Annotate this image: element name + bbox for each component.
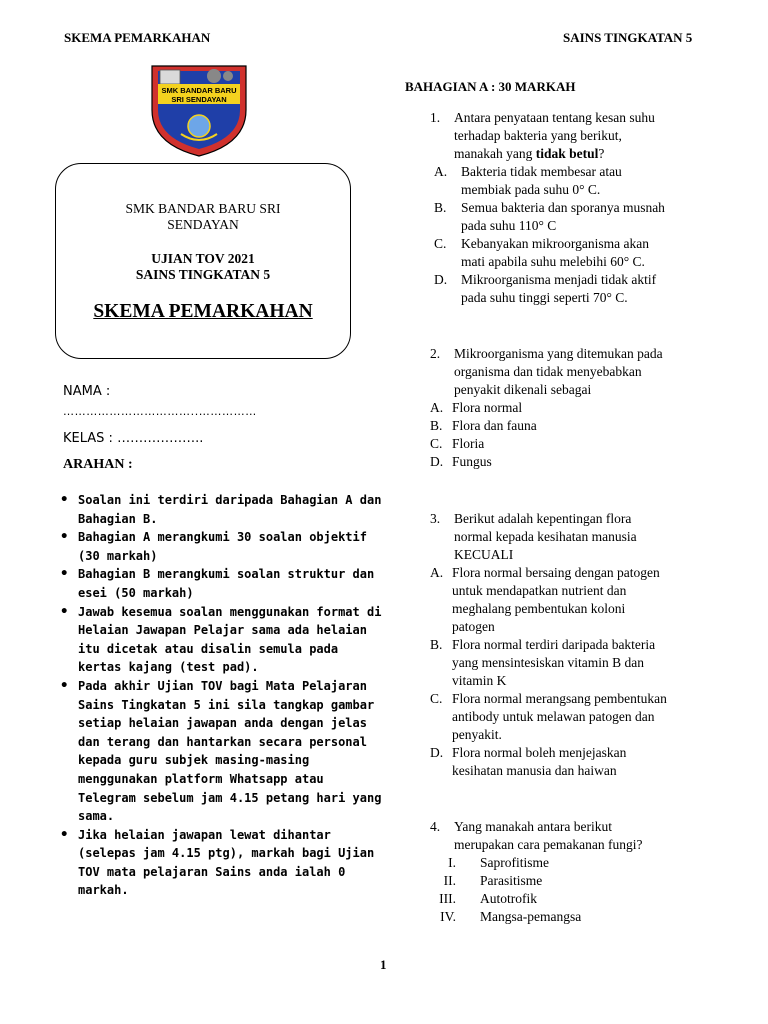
page-number: 1 [380, 957, 387, 972]
arahan-item: • Bahagian A merangkumi 30 soalan objektif (30 markah) [78, 528, 388, 565]
question-number: 3. [430, 511, 441, 526]
question-text: Berikut adalah kepentingan flora [454, 511, 632, 526]
question-number: 4. [430, 819, 441, 834]
school-name-line1: SMK BANDAR BARU SRI [125, 201, 281, 216]
question-4 [404, 818, 734, 926]
option-b: B. Flora normal terdiri daripada bakteria [430, 637, 656, 652]
question-number: 1. [430, 110, 441, 125]
option-a-cont: meghalang pembentukan koloni [452, 601, 626, 616]
option-b-cont: pada suhu 110° C [461, 218, 557, 233]
question-text: Mikroorganisma yang ditemukan pada [454, 346, 663, 361]
arahan-item: • Jawab kesemua soalan menggunakan format di Helaian Jawapan Pelajar sama ada helaian itu dicetak atau disalin semula pada kertas kajang (test pad). [78, 603, 388, 677]
question-text: ? [598, 146, 605, 161]
header-right: SAINS TINGKATAN 5 [563, 30, 693, 45]
arahan-item: • Jika helaian jawapan lewat dihantar (selepas jam 4.15 ptg), markah bagi Ujian TOV mata pelajaran Sains anda ialah 0 markah. [78, 826, 388, 900]
option-i: I. Saprofitisme [448, 855, 549, 870]
question-number: 2. [430, 346, 441, 361]
option-iii: III. Autotrofik [439, 891, 537, 906]
arahan-item: • Pada akhir Ujian TOV bagi Mata Pelajaran Sains Tingkatan 5 ini sila tangkap gambar setiap helaian jawapan anda dengan jelas dan terang dan hantarkan secara personal kepada guru subjek masing-masing menggunakan platform Whatsapp atau Telegram sebelum jam 4.15 petang hari yang sama. [78, 677, 388, 826]
option-c: C. Floria [430, 436, 485, 451]
arahan-item: • Soalan ini terdiri daripada Bahagian A dan Bahagian B. [78, 491, 388, 528]
question-2 [404, 345, 734, 471]
option-c-cont: mati apabila suhu melebihi 60° C. [461, 254, 645, 269]
option-c-cont: antibody untuk melawan patogen dan [452, 709, 655, 724]
question-text: Yang manakah antara berikut [454, 819, 612, 834]
question-text: KECUALI [454, 547, 514, 562]
option-d-cont: kesihatan manusia dan haiwan [452, 763, 617, 778]
header-left: SKEMA PEMARKAHAN [64, 30, 211, 45]
option-d: D. Fungus [430, 454, 492, 469]
question-3 [404, 510, 734, 780]
arahan-list [56, 491, 388, 900]
logo-text-top: SMK BANDAR BARU [161, 86, 237, 95]
option-a: A. Bakteria tidak membesar atau [434, 164, 622, 179]
option-d: D. Flora normal boleh menjejaskan [430, 745, 627, 760]
option-c-cont: penyakit. [452, 727, 502, 742]
emphasis-text: tidak betul [535, 146, 599, 161]
option-b: B. Semua bakteria dan sporanya musnah [434, 200, 665, 215]
exam-title-line1: UJIAN TOV 2021 [151, 251, 255, 266]
question-text: organisma dan tidak menyebabkan [454, 364, 642, 379]
question-text: normal kepada kesihatan manusia [454, 529, 637, 544]
cover-title: SKEMA PEMARKAHAN [93, 301, 313, 322]
option-c: C. Kebanyakan mikroorganisma akan [434, 236, 649, 251]
logo-text-bottom: SRI SENDAYAN [171, 95, 227, 104]
option-d-cont: pada suhu tinggi seperti 70° C. [461, 290, 628, 305]
question-text: terhadap bakteria yang berikut, [454, 128, 622, 143]
arahan-item: • Bahagian B merangkumi soalan struktur dan esei (50 markah) [78, 565, 388, 602]
question-text: penyakit dikenali sebagai [454, 382, 592, 397]
nama-label: NAMA : [63, 384, 111, 399]
option-a-cont: patogen [452, 619, 495, 634]
option-b: B. Flora dan fauna [430, 418, 537, 433]
option-a: A. Flora normal [430, 400, 523, 415]
option-b-cont: yang mensintesiskan vitamin B dan [452, 655, 644, 670]
question-1 [404, 109, 734, 307]
kelas-label: KELAS : ……………….. [63, 431, 204, 446]
question-text: manakah yang [454, 146, 536, 161]
cover-box [55, 163, 351, 359]
option-b-cont: vitamin K [452, 673, 507, 688]
exam-title-line2: SAINS TINGKATAN 5 [135, 267, 271, 282]
option-a-cont: membiak pada suhu 0° C. [461, 182, 601, 197]
school-logo [148, 62, 250, 158]
option-c: C. Flora normal merangsang pembentukan [430, 691, 667, 706]
question-text: Antara penyataan tentang kesan suhu [454, 110, 655, 125]
option-iv: IV. Mangsa-pemangsa [440, 909, 582, 924]
option-d: D. Mikroorganisma menjadi tidak aktif [434, 272, 657, 287]
option-ii: II. Parasitisme [443, 873, 543, 888]
school-name-line2: SENDAYAN [167, 217, 239, 232]
option-a: A. Flora normal bersaing dengan patogen [430, 565, 660, 580]
nama-dots: ……………………………..…………… [63, 405, 257, 418]
option-a-cont: untuk mendapatkan nutrient dan [452, 583, 627, 598]
question-text: merupakan cara pemakanan fungi? [454, 837, 643, 852]
arahan-label: ARAHAN : [63, 457, 133, 472]
section-heading: BAHAGIAN A : 30 MARKAH [405, 79, 576, 94]
